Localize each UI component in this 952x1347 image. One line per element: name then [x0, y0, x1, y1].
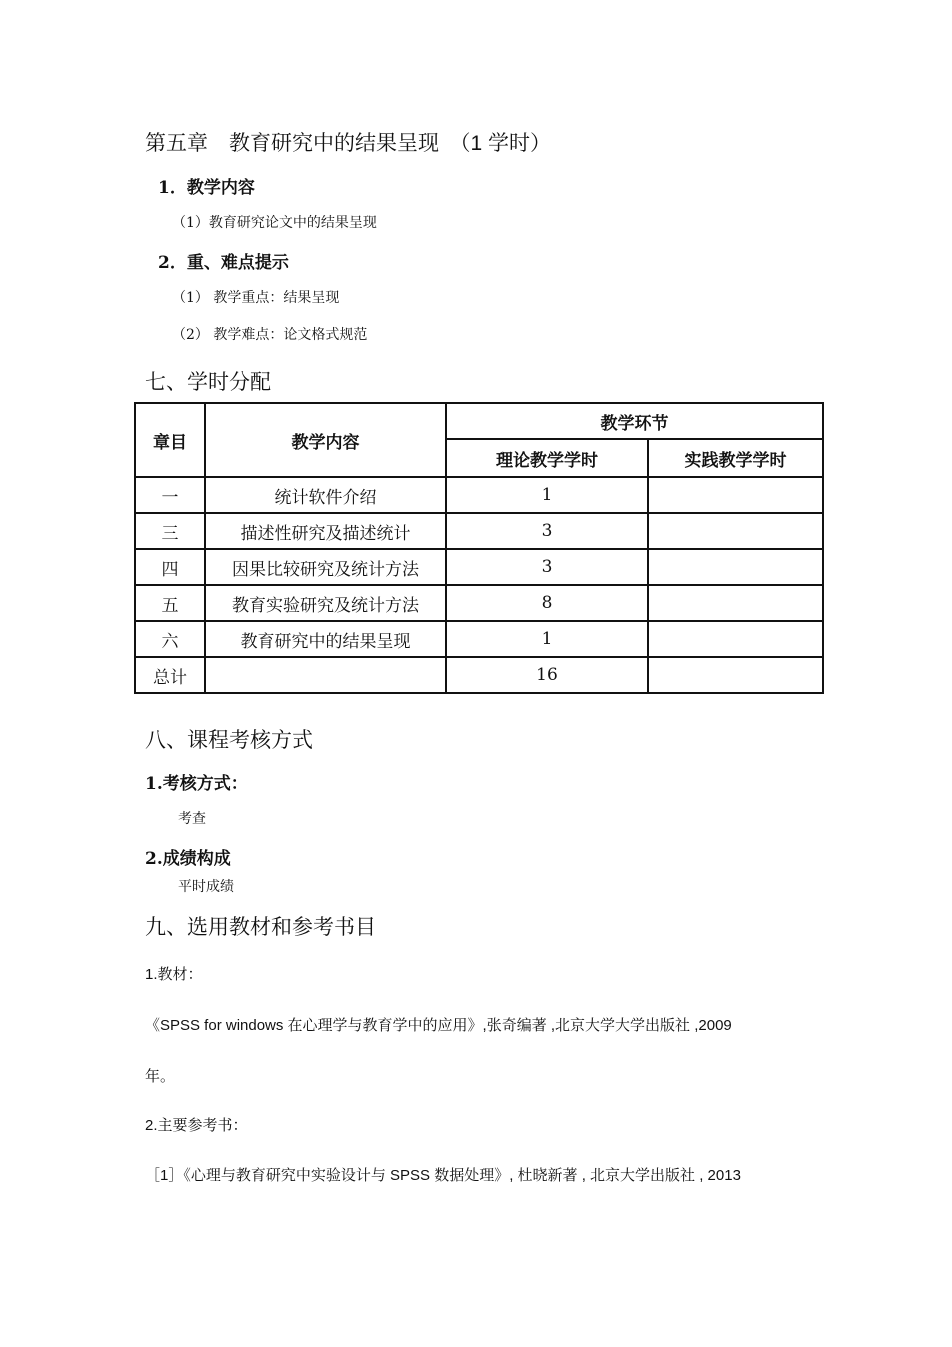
cell-practice — [648, 585, 823, 621]
header-theory-hours: 理论教学学时 — [446, 439, 648, 477]
cell-chapter: 五 — [135, 585, 205, 621]
cell-practice — [648, 477, 823, 513]
cell-content: 教育研究中的结果呈现 — [205, 621, 446, 657]
cell-theory: 3 — [446, 549, 648, 585]
reference-entry: ［1］《心理与教育研究中实验设计与 SPSS 数据处理》, 杜晓新著 , 北京大学出版社 , 2013 — [145, 1167, 741, 1184]
header-practice-hours: 实践教学学时 — [648, 439, 823, 477]
assessment-method-value: 考查 — [178, 811, 206, 827]
table-row — [135, 621, 823, 657]
table-row — [135, 549, 823, 585]
cell-content: 描述性研究及描述统计 — [205, 513, 446, 549]
references-heading: 2.主要参考书： — [145, 1117, 248, 1134]
textbook-heading: 1.教材： — [145, 966, 203, 983]
difficult-point-item: （2） 教学难点：论文格式规范 — [172, 327, 368, 343]
table-row — [135, 585, 823, 621]
header-content: 教学内容 — [205, 403, 446, 477]
header-teaching-stage: 教学环节 — [446, 403, 823, 439]
section-heading-hours: 七、学时分配 — [145, 371, 271, 394]
grade-composition-value: 平时成绩 — [178, 879, 234, 895]
chapter-title: 第五章 教育研究中的结果呈现 （1 学时） — [145, 132, 552, 155]
textbook-entry-continued: 年。 — [145, 1068, 176, 1085]
table-row — [135, 513, 823, 549]
cell-content: 统计软件介绍 — [205, 477, 446, 513]
cell-chapter: 六 — [135, 621, 205, 657]
cell-chapter: 四 — [135, 549, 205, 585]
section-heading-textbooks: 九、选用教材和参考书目 — [145, 916, 376, 939]
cell-theory: 3 — [446, 513, 648, 549]
header-chapter: 章目 — [135, 403, 205, 477]
key-points-heading: 2．重、难点提示 — [158, 253, 289, 273]
textbook-entry: 《SPSS for windows 在心理学与教育学中的应用》,张奇编著 ,北京大学大学出版社 ,2009 — [145, 1017, 732, 1034]
assessment-method-heading: 1.考核方式： — [145, 774, 248, 794]
teaching-content-heading: 1．教学内容 — [158, 178, 255, 198]
cell-content: 教育实验研究及统计方法 — [205, 585, 446, 621]
cell-practice — [648, 549, 823, 585]
grade-composition-heading: 2.成绩构成 — [145, 849, 231, 869]
hours-allocation-table — [134, 402, 824, 694]
cell-chapter: 总计 — [135, 657, 205, 693]
table-row — [135, 477, 823, 513]
cell-practice — [648, 513, 823, 549]
cell-practice — [648, 621, 823, 657]
table-total-row — [135, 657, 823, 693]
cell-content: 因果比较研究及统计方法 — [205, 549, 446, 585]
cell-theory: 8 — [446, 585, 648, 621]
teaching-content-item: （1）教育研究论文中的结果呈现 — [172, 215, 377, 231]
cell-practice — [648, 657, 823, 693]
cell-chapter: 三 — [135, 513, 205, 549]
cell-content — [205, 657, 446, 693]
section-heading-assessment: 八、课程考核方式 — [145, 729, 313, 752]
cell-theory: 1 — [446, 621, 648, 657]
key-point-item: （1） 教学重点：结果呈现 — [172, 290, 340, 306]
cell-theory: 16 — [446, 657, 648, 693]
cell-theory: 1 — [446, 477, 648, 513]
table-header-row — [135, 403, 823, 439]
cell-chapter: 一 — [135, 477, 205, 513]
